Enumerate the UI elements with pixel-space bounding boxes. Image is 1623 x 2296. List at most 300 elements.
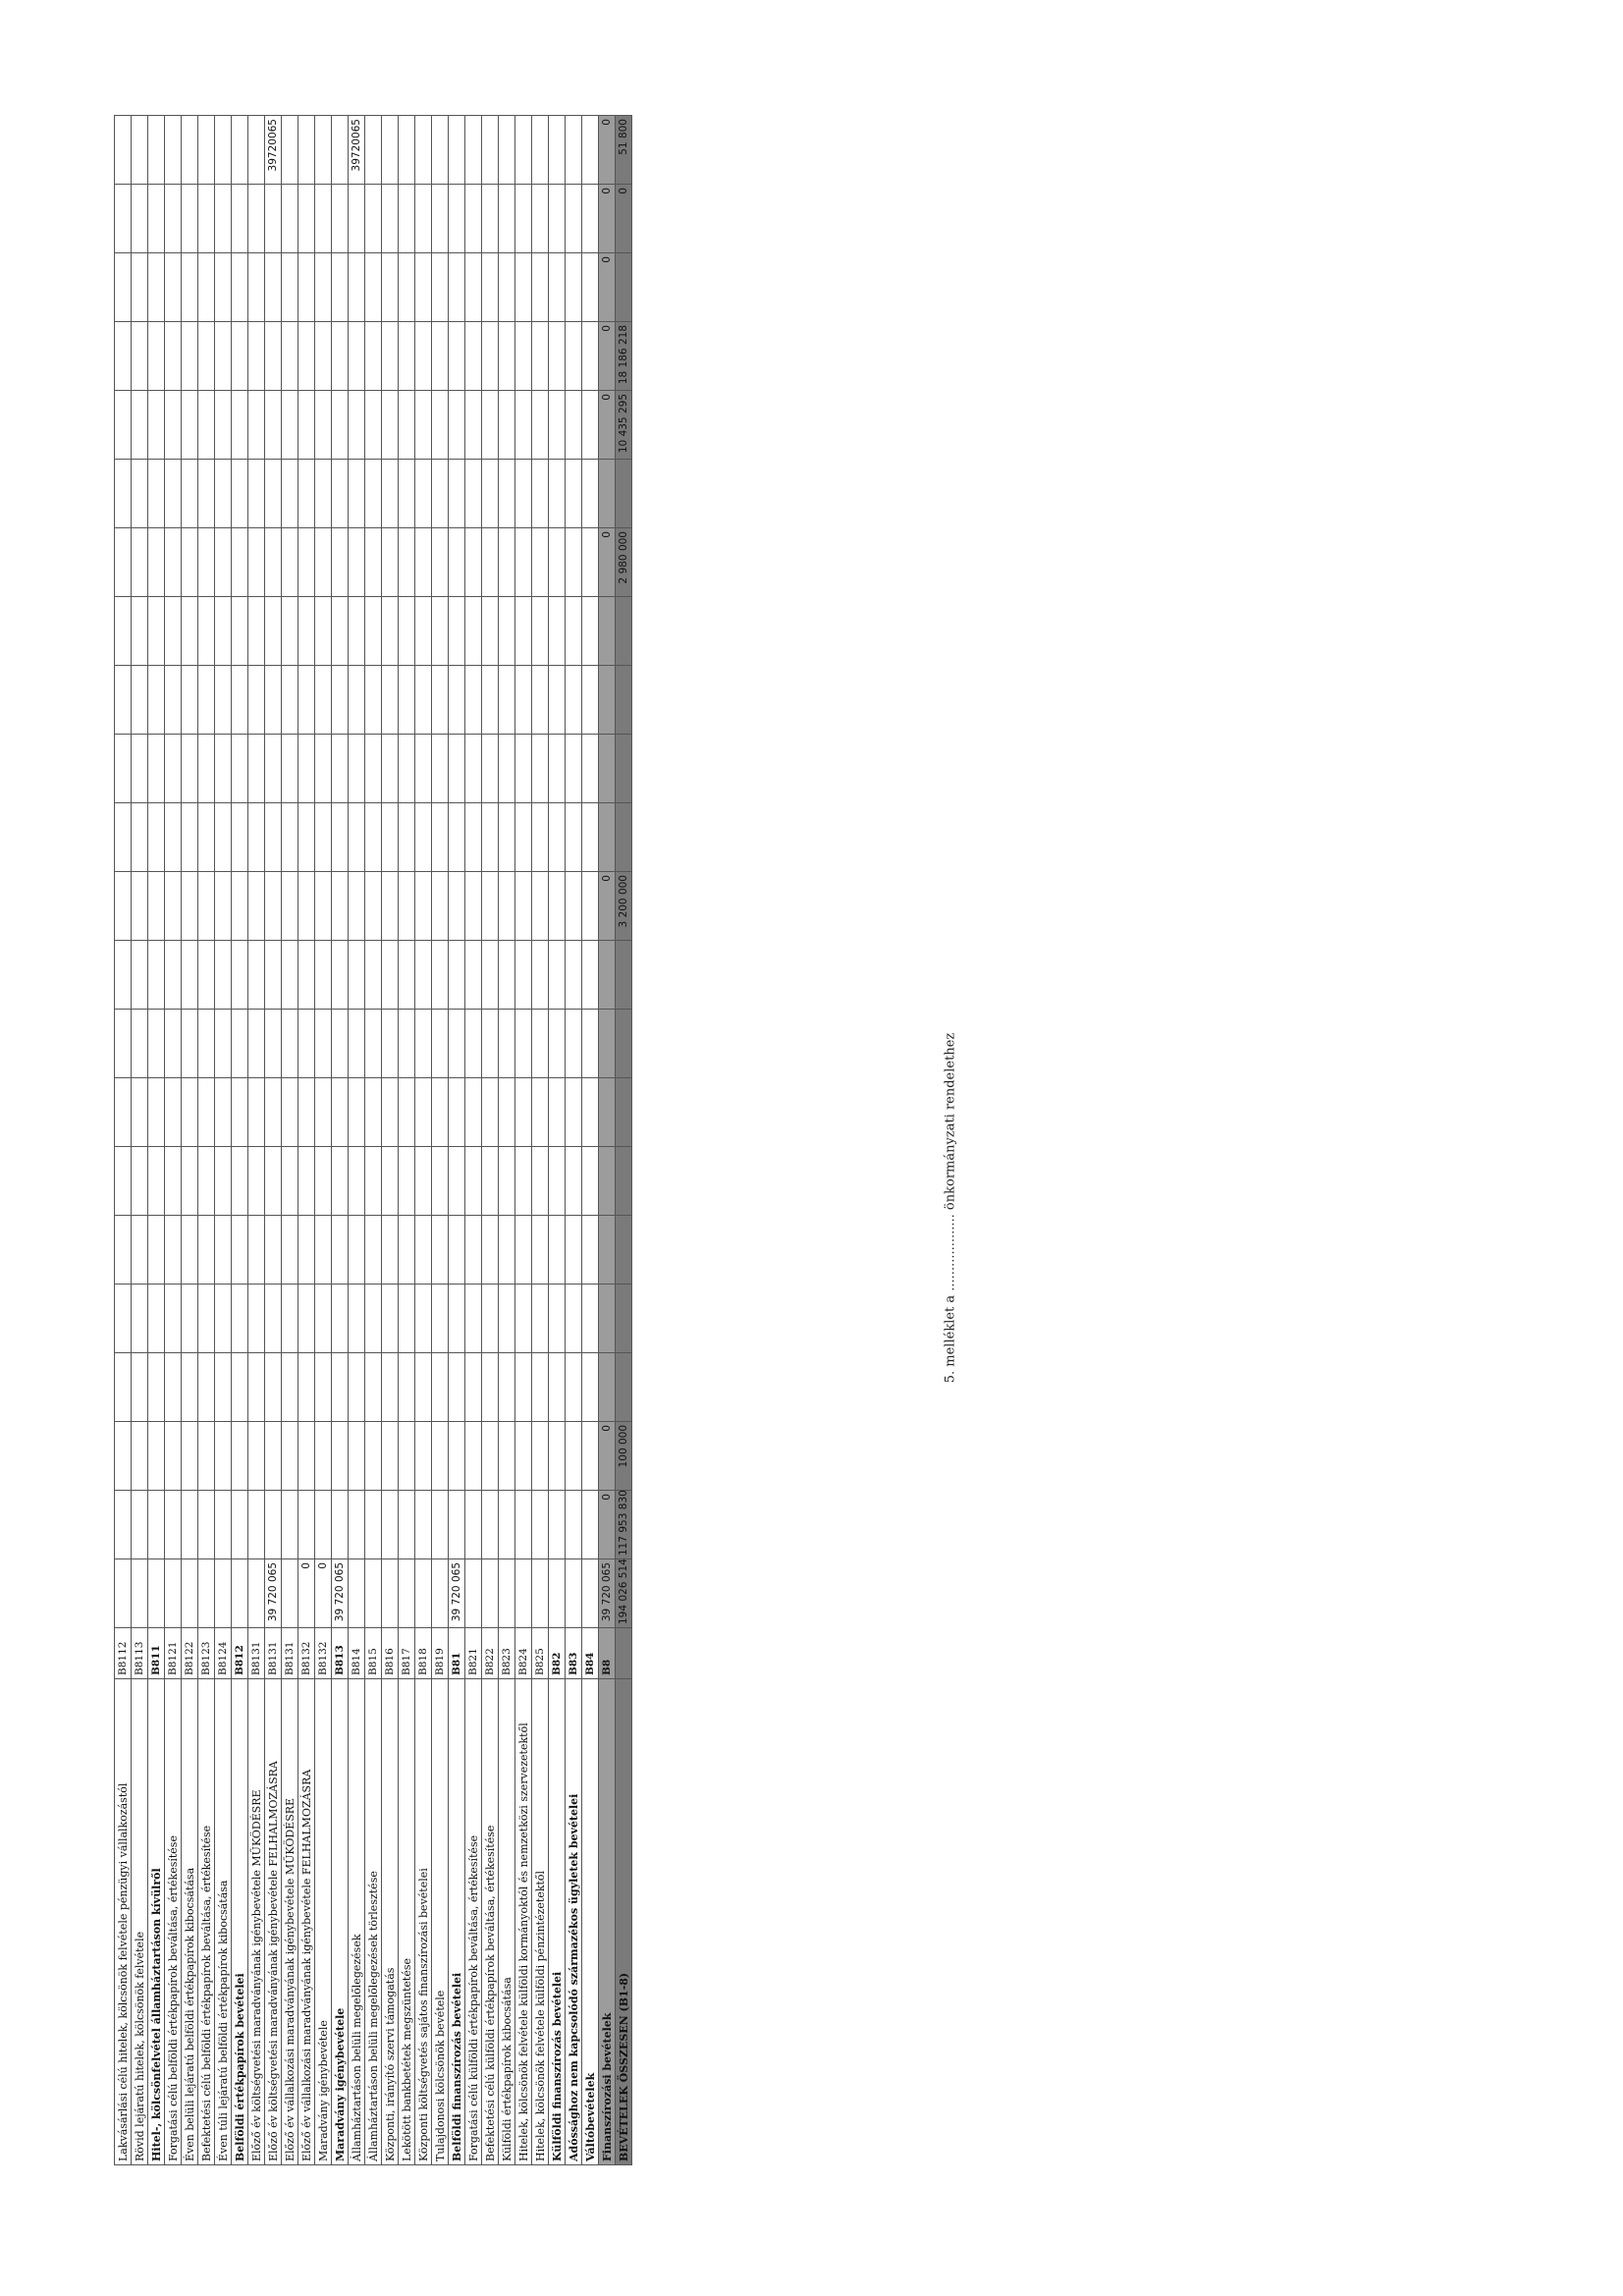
value-cell bbox=[465, 528, 482, 597]
value-cell bbox=[349, 1559, 365, 1628]
value-cell bbox=[148, 735, 165, 803]
row-code: B811 bbox=[148, 1628, 165, 1679]
value-cell bbox=[265, 1010, 282, 1078]
value-cell bbox=[515, 666, 532, 735]
value-cell bbox=[148, 1559, 165, 1628]
value-cell bbox=[365, 185, 382, 253]
value-cell bbox=[332, 1078, 349, 1147]
value-cell bbox=[349, 1491, 365, 1559]
value-cell bbox=[215, 391, 232, 460]
value-cell bbox=[248, 1353, 265, 1422]
value-cell bbox=[182, 1285, 198, 1353]
value-cell bbox=[198, 1147, 215, 1216]
value-cell bbox=[432, 185, 449, 253]
value-cell bbox=[616, 1010, 632, 1078]
value-cell bbox=[399, 1353, 415, 1422]
value-cell bbox=[198, 1491, 215, 1559]
value-cell bbox=[215, 735, 232, 803]
table-row bbox=[449, 116, 465, 2165]
value-cell bbox=[232, 1422, 248, 1491]
value-cell bbox=[148, 253, 165, 322]
value-cell bbox=[482, 803, 499, 872]
value-cell bbox=[449, 941, 465, 1010]
value-cell bbox=[515, 185, 532, 253]
value-cell bbox=[132, 1010, 148, 1078]
value-cell bbox=[482, 1353, 499, 1422]
value-cell bbox=[148, 1078, 165, 1147]
value-cell bbox=[215, 1559, 232, 1628]
value-cell bbox=[248, 941, 265, 1010]
value-cell bbox=[499, 253, 515, 322]
value-cell bbox=[232, 1559, 248, 1628]
value-cell bbox=[616, 666, 632, 735]
value-cell bbox=[499, 1491, 515, 1559]
value-cell bbox=[248, 1559, 265, 1628]
value-cell bbox=[432, 1010, 449, 1078]
value-cell bbox=[449, 1285, 465, 1353]
value-cell bbox=[182, 460, 198, 528]
value-cell bbox=[465, 941, 482, 1010]
value-cell: 39720065 bbox=[265, 116, 282, 185]
value-cell bbox=[566, 666, 582, 735]
value-cell bbox=[349, 597, 365, 666]
value-cell bbox=[499, 1285, 515, 1353]
rotated-table-container bbox=[114, 119, 670, 2165]
value-cell bbox=[499, 803, 515, 872]
value-cell bbox=[165, 941, 182, 1010]
value-cell bbox=[248, 803, 265, 872]
value-cell bbox=[482, 460, 499, 528]
value-cell bbox=[148, 1353, 165, 1422]
value-cell bbox=[332, 735, 349, 803]
value-cell bbox=[349, 1422, 365, 1491]
value-cell bbox=[549, 253, 566, 322]
value-cell bbox=[248, 1147, 265, 1216]
value-cell: 18 186 218 bbox=[616, 322, 632, 391]
value-cell bbox=[382, 803, 399, 872]
value-cell bbox=[349, 735, 365, 803]
table-row bbox=[365, 116, 382, 2165]
value-cell bbox=[566, 1010, 582, 1078]
value-cell bbox=[315, 872, 332, 941]
row-code: B823 bbox=[499, 1628, 515, 1679]
value-cell bbox=[582, 1491, 599, 1559]
value-cell bbox=[365, 460, 382, 528]
row-code: B816 bbox=[382, 1628, 399, 1679]
value-cell bbox=[265, 1285, 282, 1353]
value-cell bbox=[232, 1147, 248, 1216]
value-cell bbox=[616, 941, 632, 1010]
value-cell bbox=[382, 1078, 399, 1147]
value-cell bbox=[332, 597, 349, 666]
value-cell: 39720065 bbox=[349, 116, 365, 185]
row-label: Hitelek, kölcsönök felvétele külföldi kormányoktól és nemzetközi szervezetektől bbox=[515, 1679, 532, 2165]
value-cell bbox=[132, 116, 148, 185]
value-cell bbox=[198, 803, 215, 872]
value-cell bbox=[148, 666, 165, 735]
value-cell bbox=[465, 1422, 482, 1491]
row-label: BEVÉTELEK ÖSSZESEN (B1-8) bbox=[616, 1679, 632, 2165]
value-cell bbox=[248, 185, 265, 253]
value-cell bbox=[332, 1491, 349, 1559]
value-cell bbox=[399, 1078, 415, 1147]
value-cell bbox=[298, 803, 315, 872]
value-cell bbox=[349, 1285, 365, 1353]
value-cell bbox=[165, 322, 182, 391]
value-cell: 0 bbox=[616, 185, 632, 253]
value-cell bbox=[148, 116, 165, 185]
value-cell bbox=[315, 1078, 332, 1147]
value-cell bbox=[465, 597, 482, 666]
value-cell bbox=[499, 460, 515, 528]
value-cell bbox=[132, 1216, 148, 1285]
value-cell bbox=[115, 391, 132, 460]
value-cell: 0 bbox=[599, 1491, 616, 1559]
value-cell bbox=[182, 528, 198, 597]
table-row bbox=[415, 116, 432, 2165]
value-cell bbox=[532, 1491, 549, 1559]
table-row bbox=[465, 116, 482, 2165]
row-code: B817 bbox=[399, 1628, 415, 1679]
value-cell bbox=[415, 666, 432, 735]
value-cell bbox=[365, 872, 382, 941]
value-cell bbox=[132, 253, 148, 322]
value-cell bbox=[515, 872, 532, 941]
value-cell bbox=[566, 1353, 582, 1422]
value-cell bbox=[599, 1078, 616, 1147]
row-code bbox=[616, 1628, 632, 1679]
value-cell bbox=[549, 1216, 566, 1285]
value-cell bbox=[399, 391, 415, 460]
row-label: Központi, irányító szervi támogatás bbox=[382, 1679, 399, 2165]
value-cell bbox=[282, 1078, 298, 1147]
value-cell bbox=[482, 1216, 499, 1285]
value-cell bbox=[582, 1147, 599, 1216]
value-cell bbox=[465, 460, 482, 528]
value-cell bbox=[265, 460, 282, 528]
row-code: B8121 bbox=[165, 1628, 182, 1679]
value-cell bbox=[582, 872, 599, 941]
value-cell bbox=[582, 116, 599, 185]
value-cell bbox=[115, 1353, 132, 1422]
row-label: Előző év vállalkozási maradványának igénybevétele FELHALMOZÁSRA bbox=[298, 1679, 315, 2165]
value-cell bbox=[549, 872, 566, 941]
value-cell bbox=[415, 1010, 432, 1078]
value-cell: 2 980 000 bbox=[616, 528, 632, 597]
table-row bbox=[198, 116, 215, 2165]
value-cell bbox=[499, 391, 515, 460]
value-cell bbox=[165, 1491, 182, 1559]
row-label: Előző év költségvetési maradványának igénybevétele MŰKÖDÉSRE bbox=[248, 1679, 265, 2165]
value-cell bbox=[532, 1285, 549, 1353]
table-row bbox=[298, 116, 315, 2165]
value-cell bbox=[165, 803, 182, 872]
row-code: B8124 bbox=[215, 1628, 232, 1679]
value-cell bbox=[148, 1491, 165, 1559]
value-cell bbox=[415, 1078, 432, 1147]
value-cell bbox=[182, 1078, 198, 1147]
value-cell bbox=[515, 460, 532, 528]
value-cell bbox=[566, 528, 582, 597]
value-cell bbox=[115, 872, 132, 941]
value-cell bbox=[599, 803, 616, 872]
value-cell bbox=[349, 322, 365, 391]
value-cell bbox=[365, 1216, 382, 1285]
value-cell bbox=[315, 1010, 332, 1078]
value-cell bbox=[382, 185, 399, 253]
value-cell: 0 bbox=[298, 1559, 315, 1628]
value-cell bbox=[349, 185, 365, 253]
value-cell bbox=[515, 1491, 532, 1559]
value-cell bbox=[566, 322, 582, 391]
value-cell bbox=[465, 1078, 482, 1147]
value-cell bbox=[315, 1147, 332, 1216]
value-cell bbox=[499, 322, 515, 391]
value-cell bbox=[432, 666, 449, 735]
value-cell: 10 435 295 bbox=[616, 391, 632, 460]
value-cell bbox=[132, 941, 148, 1010]
value-cell bbox=[432, 391, 449, 460]
value-cell bbox=[365, 1353, 382, 1422]
value-cell bbox=[549, 1353, 566, 1422]
value-cell bbox=[549, 1559, 566, 1628]
value-cell bbox=[265, 597, 282, 666]
value-cell bbox=[182, 597, 198, 666]
value-cell bbox=[198, 1422, 215, 1491]
value-cell bbox=[215, 1353, 232, 1422]
value-cell bbox=[215, 1422, 232, 1491]
value-cell bbox=[465, 322, 482, 391]
value-cell: 3 200 000 bbox=[616, 872, 632, 941]
value-cell bbox=[265, 1216, 282, 1285]
value-cell bbox=[115, 803, 132, 872]
value-cell bbox=[415, 322, 432, 391]
row-label: Forgatási célú belföldi értékpapírok beváltása, értékesítése bbox=[165, 1679, 182, 2165]
value-cell bbox=[115, 116, 132, 185]
value-cell bbox=[349, 666, 365, 735]
value-cell bbox=[515, 1216, 532, 1285]
row-label: Forgatási célú külföldi értékpapírok beváltása, értékesítése bbox=[465, 1679, 482, 2165]
value-cell bbox=[332, 1422, 349, 1491]
value-cell bbox=[265, 872, 282, 941]
value-cell bbox=[399, 1285, 415, 1353]
value-cell bbox=[215, 253, 232, 322]
value-cell bbox=[515, 1285, 532, 1353]
value-cell bbox=[382, 1147, 399, 1216]
value-cell bbox=[532, 666, 549, 735]
value-cell bbox=[449, 597, 465, 666]
value-cell bbox=[132, 528, 148, 597]
value-cell bbox=[298, 666, 315, 735]
value-cell bbox=[265, 528, 282, 597]
value-cell bbox=[365, 391, 382, 460]
value-cell bbox=[215, 116, 232, 185]
value-cell bbox=[248, 528, 265, 597]
value-cell bbox=[399, 666, 415, 735]
value-cell bbox=[115, 460, 132, 528]
value-cell bbox=[165, 1147, 182, 1216]
value-cell bbox=[132, 1559, 148, 1628]
value-cell bbox=[382, 528, 399, 597]
value-cell bbox=[482, 597, 499, 666]
value-cell bbox=[432, 460, 449, 528]
value-cell bbox=[432, 253, 449, 322]
value-cell: 0 bbox=[599, 391, 616, 460]
value-cell bbox=[298, 1010, 315, 1078]
value-cell bbox=[198, 1285, 215, 1353]
value-cell bbox=[449, 185, 465, 253]
value-cell bbox=[582, 1353, 599, 1422]
value-cell bbox=[332, 116, 349, 185]
value-cell: 0 bbox=[599, 1422, 616, 1491]
row-code: B819 bbox=[432, 1628, 449, 1679]
value-cell bbox=[365, 1491, 382, 1559]
value-cell bbox=[549, 803, 566, 872]
value-cell bbox=[515, 1078, 532, 1147]
value-cell bbox=[298, 1353, 315, 1422]
value-cell bbox=[182, 253, 198, 322]
value-cell bbox=[599, 1010, 616, 1078]
value-cell bbox=[432, 528, 449, 597]
value-cell bbox=[282, 1010, 298, 1078]
value-cell bbox=[566, 1078, 582, 1147]
value-cell bbox=[182, 1422, 198, 1491]
value-cell bbox=[298, 941, 315, 1010]
value-cell bbox=[465, 872, 482, 941]
value-cell bbox=[382, 1010, 399, 1078]
value-cell bbox=[515, 322, 532, 391]
value-cell bbox=[499, 1353, 515, 1422]
value-cell bbox=[482, 1559, 499, 1628]
value-cell bbox=[282, 116, 298, 185]
value-cell bbox=[432, 116, 449, 185]
table-row bbox=[582, 116, 599, 2165]
value-cell bbox=[148, 1285, 165, 1353]
value-cell bbox=[566, 803, 582, 872]
value-cell bbox=[365, 735, 382, 803]
value-cell bbox=[449, 253, 465, 322]
table-row bbox=[515, 116, 532, 2165]
value-cell bbox=[232, 116, 248, 185]
value-cell bbox=[182, 941, 198, 1010]
value-cell bbox=[365, 253, 382, 322]
value-cell bbox=[415, 941, 432, 1010]
value-cell bbox=[415, 1422, 432, 1491]
value-cell bbox=[315, 1353, 332, 1422]
value-cell bbox=[265, 803, 282, 872]
value-cell bbox=[332, 253, 349, 322]
value-cell bbox=[532, 872, 549, 941]
value-cell bbox=[215, 322, 232, 391]
table-row bbox=[265, 116, 282, 2165]
value-cell bbox=[449, 1010, 465, 1078]
value-cell bbox=[148, 597, 165, 666]
value-cell bbox=[215, 941, 232, 1010]
value-cell bbox=[515, 528, 532, 597]
value-cell bbox=[465, 1353, 482, 1422]
value-cell bbox=[332, 872, 349, 941]
value-cell bbox=[248, 735, 265, 803]
value-cell bbox=[265, 1491, 282, 1559]
value-cell bbox=[399, 253, 415, 322]
value-cell bbox=[132, 460, 148, 528]
value-cell bbox=[616, 1078, 632, 1147]
value-cell bbox=[248, 1216, 265, 1285]
value-cell bbox=[265, 253, 282, 322]
value-cell bbox=[165, 1285, 182, 1353]
value-cell bbox=[499, 1010, 515, 1078]
value-cell bbox=[182, 872, 198, 941]
value-cell bbox=[599, 735, 616, 803]
value-cell bbox=[265, 735, 282, 803]
value-cell bbox=[415, 253, 432, 322]
value-cell bbox=[515, 391, 532, 460]
value-cell bbox=[265, 185, 282, 253]
value-cell bbox=[582, 1078, 599, 1147]
value-cell bbox=[198, 460, 215, 528]
value-cell bbox=[566, 1491, 582, 1559]
value-cell bbox=[132, 597, 148, 666]
value-cell bbox=[616, 597, 632, 666]
value-cell bbox=[566, 1147, 582, 1216]
value-cell bbox=[482, 1147, 499, 1216]
value-cell bbox=[399, 185, 415, 253]
value-cell bbox=[132, 735, 148, 803]
value-cell: 39 720 065 bbox=[599, 1559, 616, 1628]
value-cell bbox=[532, 185, 549, 253]
row-label: Befektetési célú belföldi értékpapírok beváltása, értékesítése bbox=[198, 1679, 215, 2165]
value-cell bbox=[582, 666, 599, 735]
table-row bbox=[482, 116, 499, 2165]
row-label: Hitel-, kölcsönfelvétel államháztartáson kívülről bbox=[148, 1679, 165, 2165]
value-cell bbox=[449, 872, 465, 941]
value-cell bbox=[349, 1078, 365, 1147]
value-cell bbox=[399, 1147, 415, 1216]
value-cell bbox=[265, 322, 282, 391]
value-cell bbox=[365, 1147, 382, 1216]
value-cell bbox=[465, 1285, 482, 1353]
value-cell bbox=[165, 1078, 182, 1147]
row-code: B8131 bbox=[265, 1628, 282, 1679]
table-row bbox=[232, 116, 248, 2165]
table-row bbox=[248, 116, 265, 2165]
value-cell bbox=[332, 803, 349, 872]
value-cell bbox=[298, 1285, 315, 1353]
value-cell bbox=[132, 1422, 148, 1491]
value-cell bbox=[115, 185, 132, 253]
value-cell bbox=[148, 1147, 165, 1216]
value-cell bbox=[382, 116, 399, 185]
value-cell bbox=[399, 597, 415, 666]
value-cell bbox=[232, 1078, 248, 1147]
value-cell bbox=[282, 185, 298, 253]
value-cell bbox=[248, 1078, 265, 1147]
value-cell bbox=[532, 460, 549, 528]
value-cell bbox=[415, 185, 432, 253]
value-cell bbox=[449, 735, 465, 803]
value-cell bbox=[198, 1010, 215, 1078]
value-cell bbox=[532, 391, 549, 460]
value-cell bbox=[148, 460, 165, 528]
value-cell bbox=[165, 253, 182, 322]
row-label: Külföldi finanszírozás bevételei bbox=[549, 1679, 566, 2165]
row-code: B824 bbox=[515, 1628, 532, 1679]
value-cell bbox=[432, 322, 449, 391]
value-cell bbox=[349, 460, 365, 528]
value-cell bbox=[432, 1559, 449, 1628]
row-code: B812 bbox=[232, 1628, 248, 1679]
value-cell bbox=[248, 253, 265, 322]
